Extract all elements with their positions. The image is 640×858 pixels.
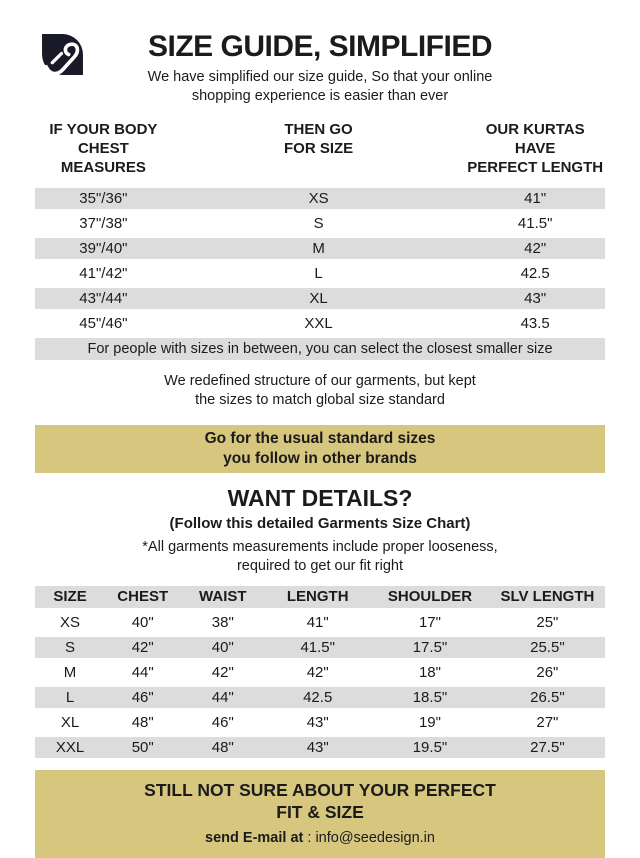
banner-line: Go for the usual standard sizes <box>204 429 436 447</box>
length-cell: 41.5" <box>300 638 335 656</box>
column-header-line: THEN GO <box>284 120 353 138</box>
size-cell: M <box>63 663 77 681</box>
shoulder-cell: 17.5" <box>412 638 448 656</box>
banner-line: STILL NOT SURE ABOUT YOUR PERFECT <box>144 779 496 800</box>
length-cell: 43" <box>306 713 329 731</box>
table-row <box>35 637 605 658</box>
waist-cell: 48" <box>211 738 234 756</box>
details-section-subtitle: (Follow this detailed Garments Size Chart) <box>169 515 471 533</box>
waist-cell: 42" <box>211 663 234 681</box>
garment-table-header <box>35 586 605 608</box>
waist-cell: 40" <box>211 638 234 656</box>
size-cell: XS <box>308 189 329 207</box>
note-line: the sizes to match global size standard <box>195 391 445 408</box>
column-header: WAIST <box>199 588 247 606</box>
size-cell: XXL <box>55 738 85 756</box>
waist-cell: 46" <box>211 713 234 731</box>
body-size-table <box>35 120 605 360</box>
contact-email-row <box>35 830 605 846</box>
email-label: send E-mail at <box>205 830 304 847</box>
table-row <box>35 737 605 758</box>
column-header-line: CHEST MEASURES <box>60 139 146 176</box>
size-cell: M <box>312 239 325 257</box>
waist-cell: 38" <box>211 613 234 631</box>
page-title: SIZE GUIDE, SIMPLIFIED <box>147 30 493 63</box>
email-address: info@seedesign.in <box>315 830 435 847</box>
chest-cell: 41"/42" <box>79 264 128 282</box>
length-cell: 43" <box>306 738 329 756</box>
table-row <box>35 612 605 633</box>
table-row <box>35 263 605 284</box>
banner-line: you follow in other brands <box>223 449 417 467</box>
looseness-note <box>35 538 605 576</box>
size-cell: L <box>314 264 323 282</box>
sleeve-length-cell: 26" <box>536 663 559 681</box>
length-cell: 42.5 <box>520 264 550 282</box>
column-header-line: OUR KURTAS HAVE <box>485 120 585 157</box>
body-size-table-header <box>35 120 605 177</box>
brand-logo <box>40 32 85 77</box>
table-row <box>35 712 605 733</box>
size-cell: XL <box>60 713 80 731</box>
column-header: SLV LENGTH <box>500 588 595 606</box>
column-header: SIZE <box>53 588 87 606</box>
shoulder-cell: 19.5" <box>412 738 448 756</box>
length-cell: 43" <box>524 289 547 307</box>
column-header: LENGTH <box>286 588 349 606</box>
column-header: CHEST <box>117 588 169 606</box>
sleeve-length-cell: 25.5" <box>530 638 565 656</box>
table-row <box>35 687 605 708</box>
size-cell: XXL <box>304 314 333 332</box>
column-header-line: FOR SIZE <box>283 139 354 157</box>
sleeve-length-cell: 27" <box>536 713 559 731</box>
chest-cell: 39"/40" <box>79 239 128 257</box>
contact-banner <box>35 770 605 858</box>
table-row <box>35 288 605 309</box>
chest-cell: 46" <box>131 688 154 706</box>
chest-cell: 45"/46" <box>79 314 128 332</box>
page-subtitle <box>35 68 605 107</box>
email-separator: : <box>303 830 316 847</box>
length-cell: 43.5 <box>520 314 550 332</box>
page-header <box>35 0 605 107</box>
shoulder-cell: 19" <box>418 713 441 731</box>
subtitle-line: We have simplified our size guide, So that your online <box>147 69 493 85</box>
in-between-sizes-note: For people with sizes in between, you can select the closest smaller size <box>35 338 605 360</box>
see-design-logo-icon <box>40 32 85 77</box>
chest-cell: 40" <box>131 613 154 631</box>
shoulder-cell: 18" <box>418 663 441 681</box>
chest-cell: 44" <box>131 663 154 681</box>
standard-sizes-banner <box>35 425 605 473</box>
column-header-line: IF YOUR BODY <box>49 120 158 138</box>
size-cell: XL <box>309 289 328 307</box>
subtitle-line: shopping experience is easier than ever <box>191 88 449 105</box>
chest-cell: 43"/44" <box>79 289 128 307</box>
column-header <box>465 120 605 177</box>
table-row <box>35 313 605 334</box>
length-cell: 41" <box>524 189 547 207</box>
size-cell: S <box>65 638 76 656</box>
chest-cell: 42" <box>131 638 154 656</box>
table-row <box>35 213 605 234</box>
waist-cell: 44" <box>211 688 234 706</box>
table-row <box>35 662 605 683</box>
note-line: required to get our fit right <box>236 557 404 574</box>
sleeve-length-cell: 25" <box>536 613 559 631</box>
column-header <box>172 120 466 177</box>
size-cell: XS <box>60 613 81 631</box>
column-header-line: PERFECT LENGTH <box>467 158 604 176</box>
length-cell: 42" <box>306 663 329 681</box>
column-header <box>35 120 172 177</box>
details-section-title: WANT DETAILS? <box>227 485 413 512</box>
chest-cell: 50" <box>131 738 154 756</box>
chest-cell: 37"/38" <box>79 214 128 232</box>
sleeve-length-cell: 27.5" <box>530 738 565 756</box>
size-cell: L <box>65 688 75 706</box>
shoulder-cell: 18.5" <box>412 688 448 706</box>
length-cell: 42.5 <box>303 688 333 706</box>
chest-cell: 48" <box>131 713 154 731</box>
column-header: SHOULDER <box>387 588 473 606</box>
chest-cell: 35"/36" <box>79 189 128 207</box>
length-cell: 41" <box>306 613 329 631</box>
garment-size-table <box>35 586 605 758</box>
length-cell: 41.5" <box>517 214 553 232</box>
length-cell: 42" <box>524 239 547 257</box>
banner-line: FIT & SIZE <box>276 802 364 823</box>
garment-structure-note <box>35 372 605 411</box>
shoulder-cell: 17" <box>418 613 441 631</box>
note-line: *All garments measurements include proper looseness, <box>142 539 498 556</box>
sleeve-length-cell: 26.5" <box>530 688 565 706</box>
table-row <box>35 238 605 259</box>
size-cell: S <box>313 214 324 232</box>
table-row <box>35 188 605 209</box>
note-line: We redefined structure of our garments, but kept <box>164 372 476 389</box>
